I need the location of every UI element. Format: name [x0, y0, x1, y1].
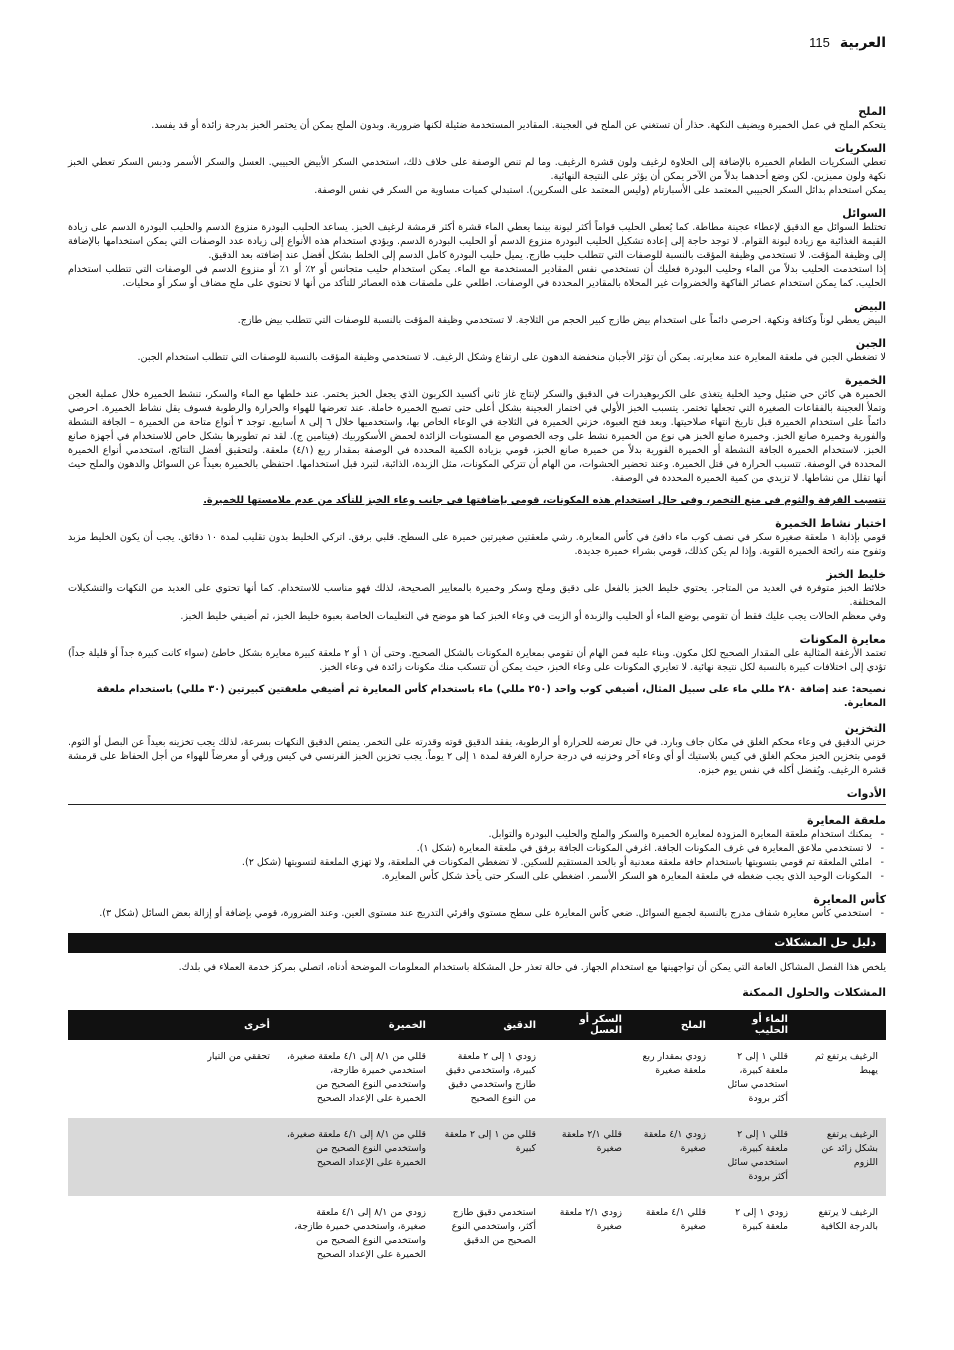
table-cell: [68, 1118, 278, 1196]
column-header: الخميرة: [278, 1010, 434, 1040]
table-row: [68, 1040, 886, 1118]
table-cell: قللي ٤/١ ملعقة صغيرة: [645, 1207, 706, 1232]
text-section: [68, 632, 886, 675]
text-section: [68, 567, 886, 624]
section-paragraph: يتحكم الملح في عمل الخميرة ويضيف النكهة. حذار أن تستغني عن الملح في العجينة. المقادير المستخدمة ضئيلة لكنها ضرورية. وبدون الملح يمكن أن يختمر الخبز بدرجة زائدة أو قد يفسد.: [151, 120, 886, 131]
table-cell: استخدمي دقيق طازج أكثر، واستخدمي النوع الصحيح من الدقيق: [451, 1207, 536, 1246]
section-title: التخزين: [844, 722, 886, 735]
text-section: [68, 516, 886, 559]
column-header: [796, 1010, 886, 1040]
table-cell: زودي من ٨/١ إلى ٤/١ ملعقة صغيرة، واستخدمي خميرة طازجة، واستخدمي النوع الصحيح من الخميرة على الإعداد الصحيح: [294, 1207, 426, 1260]
section-paragraph: يمكن استخدام بدائل السكر الحبيبي المعتمد على الأسبارتام (وليس المعتمد على السكرين). استبدلي كميات مساوية من السكر في نفس الوصفة.: [314, 185, 886, 196]
table-cell: قللي ١ إلى ٢ ملعقة كبيرة، استخدمي سائل أكثر برودة: [727, 1051, 788, 1104]
column-header: الماء أو الحليب: [714, 1010, 796, 1040]
section-title: معايرة المكونات: [799, 633, 886, 646]
section-title: الجبن: [855, 337, 886, 350]
page-number: 115: [809, 35, 830, 50]
table-cell: زودي ٢/١ ملعقة صغيرة: [559, 1207, 622, 1232]
section-title: كأس المعايرة: [813, 893, 886, 906]
section-paragraph: قومي بإذابة ١ ملعقة صغيرة سكر في نصف كوب ماء دافئ في كأس المعايرة. رشي ملعقتين صغيرتين خميرة على السطح. قلبي برفق. اتركي الخليط بدون تقليب لمدة ١٠ دقائق. يجب أن يكون الخليط مزبد وتفوح منه رائحة الخميرة القوية. وإذا لم يكن كذلك، قومي بشراء خميرة جديدة.: [68, 532, 886, 557]
section-title: خليط الخبز: [826, 568, 886, 581]
troubleshooting-intro: يلخص هذا الفصل المشاكل العامة التي يمكن أن تواجهينها مع استخدام الجهاز. في حالة تعذر حل المشكلة باستخدام المعلومات الموضحة أدناه، اتصلي بمركز خدمة العملاء في بلدك.: [178, 962, 886, 973]
list-item: - املئي الملعقة تم قومي بتسويتها باستخدام حافة ملعقة معدنية أو بالحد المستقيم للسكين. لا تضغطي المكونات في الملعقة، ولا تهزي الملعقة لتسويتها (شكل ٢).: [68, 856, 872, 870]
section-paragraph: خزني الدقيق في وعاء محكم الغلق في مكان جاف وبارد. في حال تعرضه للحرارة أو الرطوبة، يفقد الدقيق قوته وقدرته على التخمر. يمتص الدقيق النكهات بسرعة، لذلك يجب تخزينه بعيداً عن البصل أو الثوم. قومي بتخزين الخبز محكم الغلق في كيس بلاستيك أو أي وعاء آخر وخزنيه في درجة حرارة الغرفة لمدة ١ إلى ٢ يوماً. يجب تخزين الخبز الفرنسي في كيس ورقي أو معرضاً للهواء من أجل الحفاظ على قرمشة قشرة الرغيف. ويُفضل أكله في نفس يوم خبزه.: [68, 737, 886, 776]
ingredient-sections: [68, 104, 886, 486]
troubleshooting-banner: دليل حل المشكلات: [68, 933, 886, 953]
spoon-list: [68, 828, 886, 884]
table-cell: قللي من ٨/١ إلى ٤/١ ملعقة صغيرة، واستخدمي النوع الصحيح من الخميرة على الإعداد الصحيح: [278, 1118, 434, 1196]
text-section: [68, 299, 886, 328]
section-title: اختبار نشاط الخميرة: [775, 517, 886, 530]
section-paragraph: الخميرة هي كائن حي ضئيل وحيد الخلية يتغذى على الكربوهيدرات في الدقيق والسكر لإنتاج غاز ثاني أكسيد الكربون الذي يجعل الخبز يختمر. عند خلطها مع الماء والسكر، تنشط الخميرة خلال عملية العجن وتملأ العجينة بالفقاعات الصغيرة التي تجعلها تختمر. يتسبب الخبز الأولي في اختمار العجينة بشكل أعلى حتى تصبح الخميرة خاملة. عند تعرضها للهواء والحرارة والرطوبة فسوف يقل نشاط الخميرة. احرصي دائماً على استخدام الخميرة قبل تاريخ انتهاء صلاحيتها. وبعد فتح العبوة، خزني الخميرة في الثلاجة في الوعاء الخاص بها، واستخدميها خلال ٦ إلى ٨ أسابيع. توجد ٣ أنواع متاحة من الخميرة – الجافة النشطة والفورية وخميرة صانع الخبز. وخميرة صانع الخبز هي نوع من الخميرة نشط على وجه الخصوص مع المستويات الزائدة لحمض الأسكوربيك (فيتامين ج). لقد تم تطويرها بشكل خاص للاستخدام في أجهزة صانع الخبز. لاستخدام الخميرة الجافة النشطة أو الخميرة الفورية بدلاً من خميرة صانع الخبز، قومي بزيادة الكمية المحددة في الوصفة بمقدار ربع (٤/١) ملعقة. ولتحقيق أفضل النتائج، استخدمي أنواع الخميرة المحددة في الوصفة. تتسبب الحرارة في قتل الخميرة. وعند تحضير الحشوات، من الهام أن تتركي المكونات، مثل الزبدة، الذائبة، لتبرد قبل استخدامها. احتفظي بالخميرة بعيداً عن السوائل والدهون والملح حيث أنها تقلل من نشاطها. لا تزيدي من كمية الخميرة المحددة في الوصفة.: [68, 389, 886, 484]
column-header: السكر أو العسل: [544, 1010, 630, 1040]
table-cell: قللي من ٨/١ إلى ٤/١ ملعقة صغيرة، استخدمي خميرة طازجة، واستخدمي النوع الصحيح من الخميرة على الإعداد الصحيح: [286, 1051, 426, 1104]
table-cell: تحققي من التيار: [207, 1051, 270, 1062]
section-paragraph: خلائط الخبز متوفرة في العديد من المتاجر. يحتوي خليط الخبز بالفعل على دقيق وملح وسكر وخميرة بالمعايير الصحيحة، لذلك فهو مناسب للاستخدام. كما أنها تحتوي على العديد من النكهات والتشكيلات المختلفة.: [68, 583, 886, 608]
language-label: العربية: [839, 35, 886, 51]
table-cell: زودي بمقدار ربع ملعقة صغيرة: [642, 1051, 706, 1076]
table-cell: زودي ١ إلى ٢ ملعقة كبيرة، واستخدمي دقيق طازج واستخدمي دقيق من النوع الصحيح: [445, 1051, 536, 1104]
tools-title: الأدوات: [68, 786, 886, 805]
ingredient-sections-2: [68, 516, 886, 675]
table-cell: الرغيف يرتفع بشكل زائد عن اللزوم: [796, 1118, 886, 1196]
table-cell: زودي ١ إلى ٢ ملعقة كبيرة: [735, 1207, 788, 1232]
text-section: [68, 373, 886, 486]
table-row: [68, 1196, 886, 1274]
page-content: [68, 104, 886, 1274]
table-title: المشكلات والحلول الممكنة: [742, 986, 886, 999]
section-title: السوائل: [842, 207, 886, 220]
tip-note: نصيحة: عند إضافة ٢٨٠ مللي ماء على سبيل المثال، أضيفي كوب واحد (٢٥٠ مللي) ماء باستخدام كأس المعايرة ثم أضيفي ملعقتين كبيرتين (٣٠ مللي) باستخدام ملعقة المعايرة.: [96, 684, 886, 709]
spoon-section: [68, 813, 886, 884]
column-header: الدقيق: [434, 1010, 544, 1040]
list-item: - المكونات الوحيد الذي يجب ضغطه في ملعقة المعايرة هو السكر الأسمر. اضغطي على السكر حتى يأخذ شكل كأس المعايرة.: [68, 870, 872, 884]
section-paragraph: وفي معظم الحالات يجب عليك فقط أن تقومي بوضع الماء أو الحليب والزبدة أو الزيت في وعاء الخبز كما هو موضح في التعليمات الخاصة بعبوة خليط الخبز، ثم أضيفي خليط الخبز.: [180, 611, 886, 622]
manual-page: [68, 0, 886, 1350]
section-paragraph: البيض يعطي لوناً وكثافة ونكهة. احرصي دائماً على استخدام بيض طازج كبير الحجم من الثلاجة. لا تستخدمي وظيفة المؤقت بالنسبة للوصفات التي تتطلب بيض طازج.: [237, 315, 886, 326]
table-header-row: [68, 1010, 886, 1040]
table-cell: قللي ٢/١ ملعقة صغيرة: [544, 1118, 630, 1196]
section-paragraph: إذا استخدمت الحليب بدلاً من الماء وحليب البودرة فعليك أن تستخدمي نفس المقادير المستخدمة مع الماء. يمكن استخدام حليب متجانس أو ٢٪ أو ١٪ أو منزوع الدسم في الوصفات التي تتطلب استخدام الحليب. كما يمكن استخدام عصائر الفاكهة والخضروات غير المحلاة بالمقادير المحددة في الوصفات. اطلعي على ملصقات هذه العصائر للتأكد من أنها لا تحتوي على ملح مضاف أو سكر أو محليات.: [68, 264, 886, 289]
text-section: [68, 141, 886, 198]
section-paragraph: لا تضغطي الجبن في ملعقة المعايرة عند معايرته. يمكن أن تؤثر الأجبان منخفضة الدهون على ارتفاع وشكل الرغيف. لا تستخدمي وظيفة المؤقت بالنسبة للوصفات التي تتطلب استخدام الجبن.: [137, 352, 886, 363]
table-cell: الرغيف يرتفع ثم يهبط: [814, 1051, 878, 1076]
text-section: [68, 104, 886, 133]
list-item: - يمكنك استخدام ملعقة المعايرة المزودة لمعايرة الخميرة والسكر والملح والحليب البودرة والتوابل.: [68, 828, 872, 842]
section-title: الخميرة: [844, 374, 886, 387]
table-cell: [68, 1196, 278, 1274]
page-header: [809, 35, 886, 51]
cup-section: [68, 892, 886, 921]
text-section: [68, 336, 886, 365]
section-title: البيض: [854, 300, 886, 313]
list-item: - استخدمي كأس معايرة شفاف مدرج بالنسبة لجميع السوائل. ضعي كأس المعايرة على سطح مستوي واقرئي التدريج عند مستوى العين. وعند الضرورة، قومي بإضافة أو إزالة بعض السائل (شكل ٣).: [68, 907, 872, 921]
section-paragraph: تعطي السكريات الطعام الخميرة بالإضافة إلى الحلاوة لرغيف ولون قشرة الرغيف. وما لم تنص الوصفة على خلاف ذلك، استخدمي السكر الأبيض الحبيبي. العسل والسكر الأسمر ودبس السكر تعطي الخبز نكهة ولون مميزين. لكن وضع أحدهما بدلاً من الآخر يمكن أن يؤثر على النتيجة النهائية.: [68, 157, 886, 182]
table-cell: زودي ٤/١ ملعقة صغيرة: [630, 1118, 714, 1196]
table-cell: [544, 1040, 630, 1118]
section-title: الملح: [858, 105, 886, 118]
table-cell: الرغيف لا يرتفع بالدرجة الكافية: [818, 1207, 878, 1232]
section-title: السكريات: [834, 142, 886, 155]
storage-section: [68, 721, 886, 778]
column-header: الملح: [630, 1010, 714, 1040]
section-paragraph: تعتمد الأرغفة المثالية على المقدار الصحيح لكل مكون. وبناء عليه فمن الهام أن تقومي بمعايرة المكونات بالشكل الصحيح. وحتى أن ١ أو ٢ ملعقة كبيرة معايرة بشكل خاطئ (سواء كانت كبيرة جداً أو قليلة جداً) تؤدي إلى اختلافات كبيرة بالنسبة لكل نتيجة نهائية. لا تعايري المكونات على وعاء الخبز، حيث يمكن أن تتسكب منك مكونات زائدة في وعاء الخبز.: [68, 648, 887, 673]
underlined-note: تتسبب القرفة والثوم في منع التخمر، وفي حال استخدام هذه المكونات، قومي بإضافتها في جانب وعاء الخبز للتأكد من عدم ملامستها للخميرة.: [203, 495, 886, 506]
list-item: - لا تستخدمي ملاعق المعايرة في غرف المكونات الجافة. اغرفي المكونات الجافة برفق في ملعقة المعايرة (شكل ١).: [68, 842, 872, 856]
column-header: أخرى: [68, 1010, 278, 1040]
text-section: [68, 206, 886, 291]
table-cell: قللي ١ إلى ٢ ملعقة كبيرة، استخدمي سائل أكثر برودة: [714, 1118, 796, 1196]
table-cell: قللي من ١ إلى ٢ ملعقة كبيرة: [434, 1118, 544, 1196]
table-row: [68, 1118, 886, 1196]
section-title: ملعقة المعايرة: [806, 814, 886, 827]
troubleshooting-table: [68, 1010, 886, 1274]
cup-list: [68, 907, 886, 921]
section-paragraph: تختلط السوائل مع الدقيق لإعطاء عجينة مطاطة. كما يُعطي الحليب قواماً أكثر ليونة بينما يعطي الماء قشرة أكثر قرمشة لرغيف الخبز. يساعد الحليب البودرة منزوع الدسم والحليب البودرة الدسم على زيادة القيمة الغذائية مع زيادة ليونة القوام. لا توجد حاجة إلى إعادة تشكيل الحليب البودرة منزوع الدسم أو الحليب البودرة الدسم. ويؤدي استخدام هذه الأنواع إلى زيادة عدد الوصفات التي يمكن استخدامها بالإضافة إلى وظيفة المؤقت. لا تستخدمي وظيفة المؤقت بالنسبة للوصفات التي تتطلب حليب طازج. يميل حليب البودرة كامل الدسم إلى الخلط بشكل أفضل عند إضافته بعد الدقيق.: [68, 222, 886, 261]
